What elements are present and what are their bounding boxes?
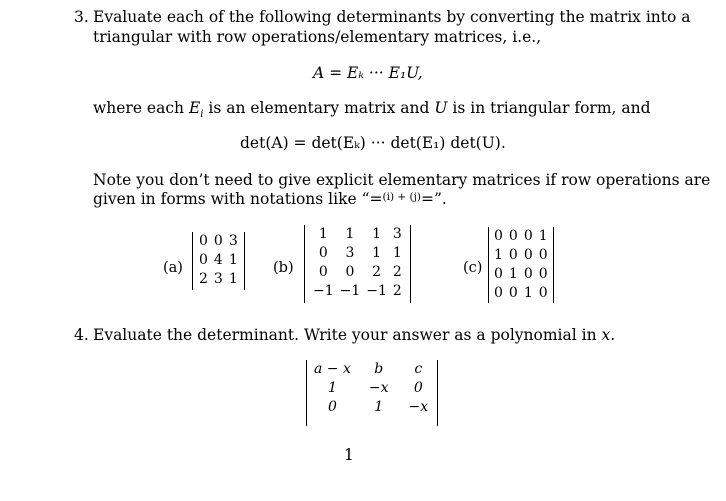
- note-line2-pre: given in forms with notations like “=: [93, 190, 383, 208]
- matrix-cell: −1: [313, 283, 334, 299]
- matrix-cell: 0: [494, 228, 503, 244]
- matrix-cell: 1: [228, 271, 238, 287]
- matrix-b: [304, 225, 411, 303]
- factorization-equation: A = Eₖ ··· E₁U,: [313, 64, 423, 82]
- problem-3-intro-line1: Evaluate each of the following determinants by converting the matrix into a: [93, 8, 691, 26]
- matrix-cell: 0: [327, 399, 337, 415]
- matrix-cell: 1: [392, 245, 402, 261]
- matrix-cell: 1: [523, 285, 533, 301]
- matrix-cell: 1: [494, 247, 503, 263]
- page-number: 1: [344, 446, 354, 464]
- matrix-cell: 0: [538, 247, 548, 263]
- matrix-cell: 0: [523, 228, 533, 244]
- matrix-cell: 0: [538, 266, 548, 282]
- matrix-cell: 1: [372, 245, 382, 261]
- part-b-label: (b): [273, 260, 294, 276]
- matrix-cell: 0: [345, 264, 355, 280]
- where-text-pre: where each: [93, 99, 189, 117]
- matrix-cell: b: [374, 361, 384, 377]
- note-line1: Note you don’t need to give explicit elementary matrices if row operations are: [93, 171, 711, 189]
- matrix-cell: 0: [213, 233, 223, 249]
- problem-4-text-pre: Evaluate the determinant. Write your answer as a polynomial in: [93, 326, 602, 344]
- row-operation-notation: (i) + (j): [382, 191, 421, 203]
- matrix-cell: 0: [494, 285, 503, 301]
- matrix-cell: −1: [366, 283, 387, 299]
- matrix-cell: 0: [508, 247, 518, 263]
- determinant-equation: det(A) = det(Eₖ) ··· det(E₁) det(U).: [240, 134, 506, 152]
- where-var-u: U: [434, 99, 448, 117]
- problem-4-number: 4.: [74, 326, 89, 344]
- note-line2-post: =”.: [420, 190, 447, 208]
- matrix-cell: 0: [508, 228, 518, 244]
- where-text-post: is in triangular form, and: [447, 99, 651, 117]
- matrix-cell: 0: [494, 266, 503, 282]
- matrix-cell: 1: [318, 226, 328, 242]
- matrix-cell: 0: [523, 247, 533, 263]
- matrix-c: [488, 227, 554, 303]
- matrix-cell: 1: [538, 228, 548, 244]
- matrix-cell: 0: [318, 264, 328, 280]
- problem-3-number: 3.: [74, 8, 89, 26]
- where-sub-i: i: [200, 109, 204, 121]
- matrix-problem-4: [306, 360, 438, 426]
- where-sentence: [93, 99, 651, 124]
- matrix-cell: 1: [228, 252, 238, 268]
- matrix-cell: 3: [213, 271, 223, 287]
- problem-3-intro-line2: triangular with row operations/elementary matrices, i.e.,: [93, 28, 542, 46]
- matrix-cell: 1: [345, 226, 355, 242]
- part-c-label: (c): [463, 260, 483, 276]
- matrix-cell: 1: [372, 226, 382, 242]
- matrix-cell: 1: [327, 380, 337, 396]
- matrix-cell: 1: [374, 399, 384, 415]
- matrix-cell: 2: [392, 264, 402, 280]
- where-text-mid: is an elementary matrix and: [203, 99, 435, 117]
- matrix-cell: 1: [508, 266, 518, 282]
- matrix-cell: 0: [199, 233, 208, 249]
- problem-4-var-x: x: [601, 326, 611, 344]
- matrix-cell: −x: [368, 380, 389, 396]
- matrix-cell: a − x: [314, 361, 351, 377]
- matrix-cell: 3: [392, 226, 402, 242]
- matrix-cell: 0: [508, 285, 518, 301]
- matrix-cell: 0: [523, 266, 533, 282]
- matrix-cell: 0: [538, 285, 548, 301]
- matrix-cell: −x: [408, 399, 429, 415]
- matrix-cell: 2: [372, 264, 382, 280]
- matrix-cell: 0: [413, 380, 423, 396]
- matrix-cell: 2: [392, 283, 402, 299]
- matrix-cell: 0: [318, 245, 328, 261]
- note-line2: [93, 190, 447, 211]
- problem-4-text: [93, 326, 615, 345]
- matrix-cell: 3: [345, 245, 355, 261]
- matrix-cell: 3: [228, 233, 238, 249]
- matrix-cell: 0: [199, 252, 208, 268]
- where-var-e: E: [188, 99, 201, 117]
- matrix-cell: 2: [199, 271, 208, 287]
- matrix-cell: −1: [339, 283, 361, 299]
- matrix-a: [192, 232, 245, 290]
- matrix-cell: 4: [213, 252, 223, 268]
- problem-4-text-post: .: [610, 326, 616, 344]
- part-a-label: (a): [163, 260, 183, 276]
- matrix-cell: c: [414, 361, 423, 377]
